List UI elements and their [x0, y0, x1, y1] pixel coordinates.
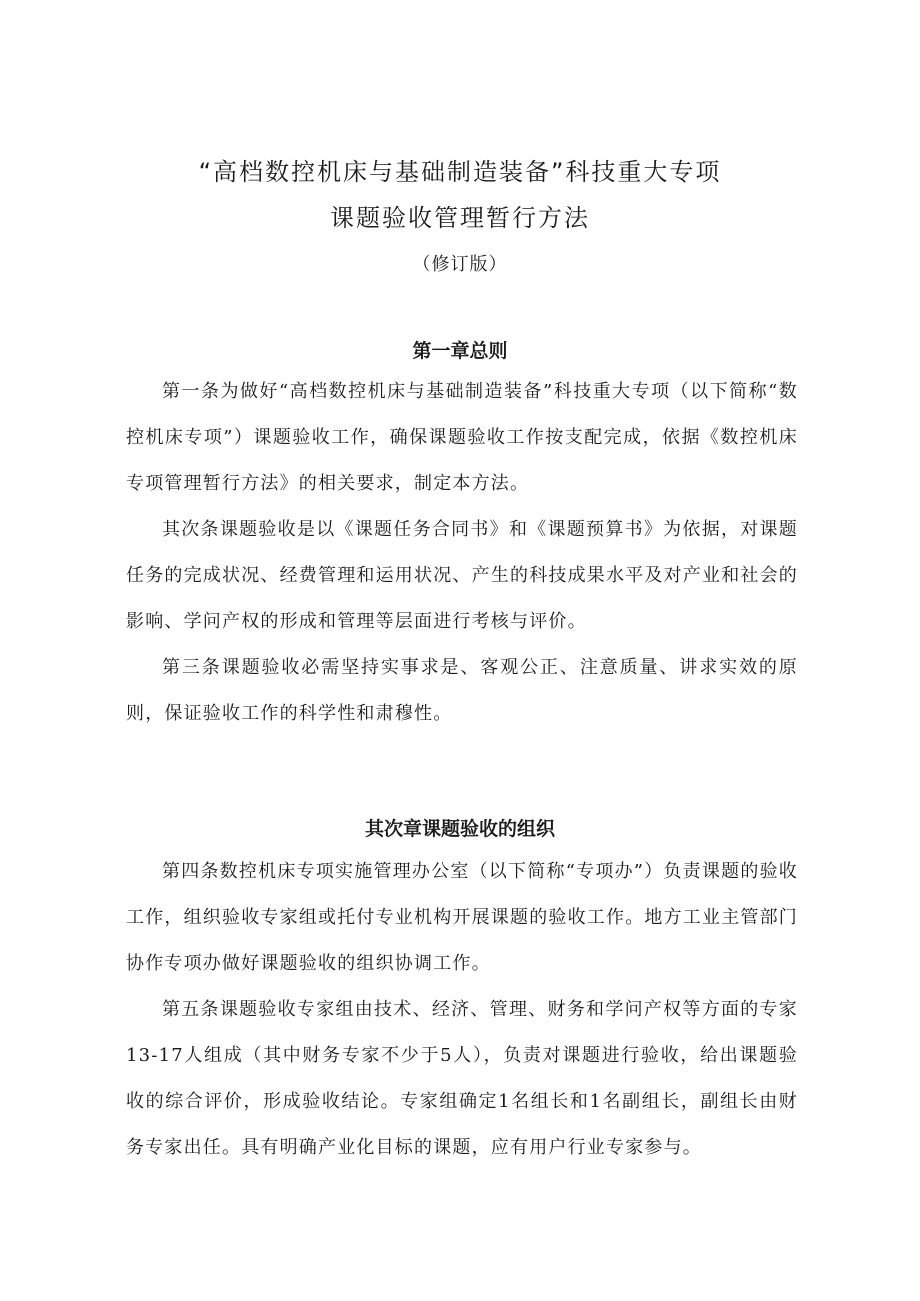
chapter-heading-2: 其次章课题验收的组织 — [364, 818, 555, 840]
article-3: 第三条课题验收必需坚持实事求是、客观公正、注意质量、讲求实效的原则，保证验收工作的科学性和肃穆性。 — [126, 657, 798, 724]
article-1: 第一条为做好“高档数控机床与基础制造装备”科技重大专项（以下简称“数控机床专项”）课题验收工作，确保课题验收工作按支配完成，依据《数控机床专项管理暂行方法》的相关要求，制定本方法。 — [126, 381, 798, 494]
article-2: 其次条课题验收是以《课题任务合同书》和《课题预算书》为依据，对课题任务的完成状况、经费管理和运用状况、产生的科技成果水平及对产业和社会的影响、学问产权的形成和管理等层面进行考核与评价。 — [126, 519, 798, 632]
article-5: 第五条课题验收专家组由技术、经济、管理、财务和学问产权等方面的专家13-17人组成（其中财务专家不少于5人），负责对课题进行验收，给出课题验收的综合评价，形成验收结论。专家组确定1名组长和1名副组长，副组长由财务专家出任。具有明确产业化目标的课题，应有用户行业专家参与。 — [126, 999, 798, 1158]
document-title-line-2: 课题验收管理暂行方法 — [330, 204, 590, 232]
document-subtitle: （修订版） — [412, 254, 508, 275]
article-4: 第四条数控机床专项实施管理办公室（以下简称“专项办”）负责课题的验收工作，组织验收专家组或托付专业机构开展课题的验收工作。地方工业主管部门协作专项办做好课题验收的组织协调工作。 — [126, 861, 798, 974]
document-title-line-1: “高档数控机床与基础制造装备”科技重大专项 — [198, 158, 722, 186]
chapter-heading-1: 第一章总则 — [412, 340, 508, 362]
